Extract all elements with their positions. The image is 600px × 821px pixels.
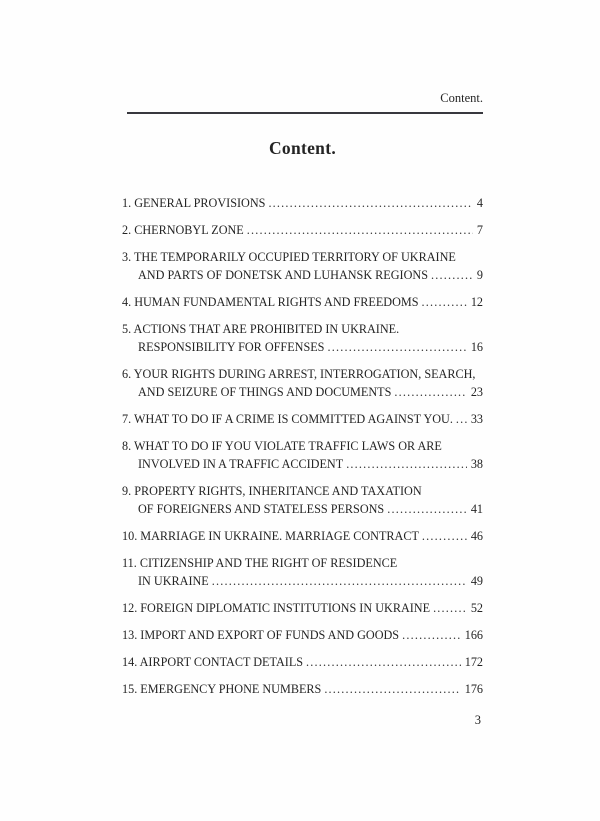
toc-line [122,221,483,239]
toc-item-title: 10. MARRIAGE IN UKRAINE. MARRIAGE CONTRACT [122,529,419,543]
dot-leader [402,626,461,644]
toc-item-title: 14. AIRPORT CONTACT DETAILS [122,655,304,669]
toc-line [122,194,483,212]
toc-entry [122,410,483,428]
running-title: Content. [440,91,483,105]
toc-item-title: 11. CITIZENSHIP AND THE RIGHT OF RESIDENCE [122,556,398,570]
toc-page-number: 16 [470,340,483,354]
toc-line [122,383,483,401]
toc-item-title: INVOLVED IN A TRAFFIC ACCIDENT [138,457,344,471]
dot-leader [394,383,466,401]
toc-item-title: 9. PROPERTY RIGHTS, INHERITANCE AND TAXATION [122,484,422,498]
dot-leader [346,455,467,473]
toc-item-title: 13. IMPORT AND EXPORT OF FUNDS AND GOODS [122,628,400,642]
dot-leader [456,410,467,428]
toc-page-number: 7 [476,223,483,237]
toc-entry [122,482,483,518]
toc-item-title: AND SEIZURE OF THINGS AND DOCUMENTS [138,385,392,399]
toc-entry [122,626,483,644]
toc-line [122,437,483,455]
toc-entry [122,437,483,473]
dot-leader [212,572,467,590]
toc-line [122,680,483,698]
toc-item-title: RESPONSIBILITY FOR OFFENSES [138,340,325,354]
dot-leader [433,599,467,617]
toc-line [122,455,483,473]
dot-leader [327,338,466,356]
toc-line [122,626,483,644]
toc-entry [122,320,483,356]
page-footer [122,713,481,728]
toc-item-title: 7. WHAT TO DO IF A CRIME IS COMMITTED AGAINST YOU. [122,412,453,426]
toc-page-number: 176 [464,682,483,696]
dot-leader [324,680,460,698]
dot-leader [422,293,467,311]
toc-entry [122,365,483,401]
toc-item-title: 5. ACTIONS THAT ARE PROHIBITED IN UKRAINE. [122,322,400,336]
toc-item-title: 1. GENERAL PROVISIONS [122,196,266,210]
toc-item-title: 4. HUMAN FUNDAMENTAL RIGHTS AND FREEDOMS [122,295,419,309]
toc-line [122,527,483,545]
toc-line [122,500,483,518]
toc-line [122,410,483,428]
toc-line [122,653,483,671]
dot-leader [387,500,467,518]
dot-leader [422,527,467,545]
toc-page-number: 166 [464,628,483,642]
toc-page-number: 9 [476,268,483,282]
toc-item-title: IN UKRAINE [138,574,209,588]
toc-entry [122,554,483,590]
toc-item-title: 6. YOUR RIGHTS DURING ARREST, INTERROGATION, SEARCH, [122,367,476,381]
toc-line [122,599,483,617]
toc-line [122,554,483,572]
toc-line [122,293,483,311]
toc-entry [122,221,483,239]
toc-page-number: 172 [464,655,483,669]
toc-item-title: 2. CHERNOBYL ZONE [122,223,244,237]
toc-page-number: 41 [470,502,483,516]
toc-page-number: 33 [470,412,483,426]
toc-entry [122,194,483,212]
page-title: Content. [268,138,337,158]
table-of-contents [122,194,483,707]
toc-entry [122,653,483,671]
toc-page-number: 23 [470,385,483,399]
toc-entry [122,680,483,698]
toc-entry [122,293,483,311]
toc-page-number: 52 [470,601,483,615]
dot-leader [247,221,473,239]
toc-item-title: OF FOREIGNERS AND STATELESS PERSONS [138,502,385,516]
toc-item-title: 12. FOREIGN DIPLOMATIC INSTITUTIONS IN UKRAINE [122,601,431,615]
page-number: 3 [474,713,481,727]
toc-page-number: 38 [470,457,483,471]
dot-leader [306,653,461,671]
toc-line [122,248,483,266]
toc-page-number: 49 [470,574,483,588]
toc-line [122,338,483,356]
header-rule [127,112,483,114]
toc-page-number: 46 [470,529,483,543]
toc-entry [122,599,483,617]
dot-leader [431,266,473,284]
toc-page-number: 4 [476,196,483,210]
toc-line [122,365,483,383]
toc-line [122,572,483,590]
toc-page-number: 12 [470,295,483,309]
toc-line [122,266,483,284]
toc-item-title: 3. THE TEMPORARILY OCCUPIED TERRITORY OF UKRAINE [122,250,456,264]
page-header [127,91,483,106]
toc-item-title: AND PARTS OF DONETSK AND LUHANSK REGIONS [138,268,428,282]
toc-item-title: 15. EMERGENCY PHONE NUMBERS [122,682,322,696]
toc-entry [122,248,483,284]
toc-line [122,482,483,500]
toc-line [122,320,483,338]
toc-item-title: 8. WHAT TO DO IF YOU VIOLATE TRAFFIC LAWS OR ARE [122,439,442,453]
toc-entry [122,527,483,545]
dot-leader [268,194,472,212]
